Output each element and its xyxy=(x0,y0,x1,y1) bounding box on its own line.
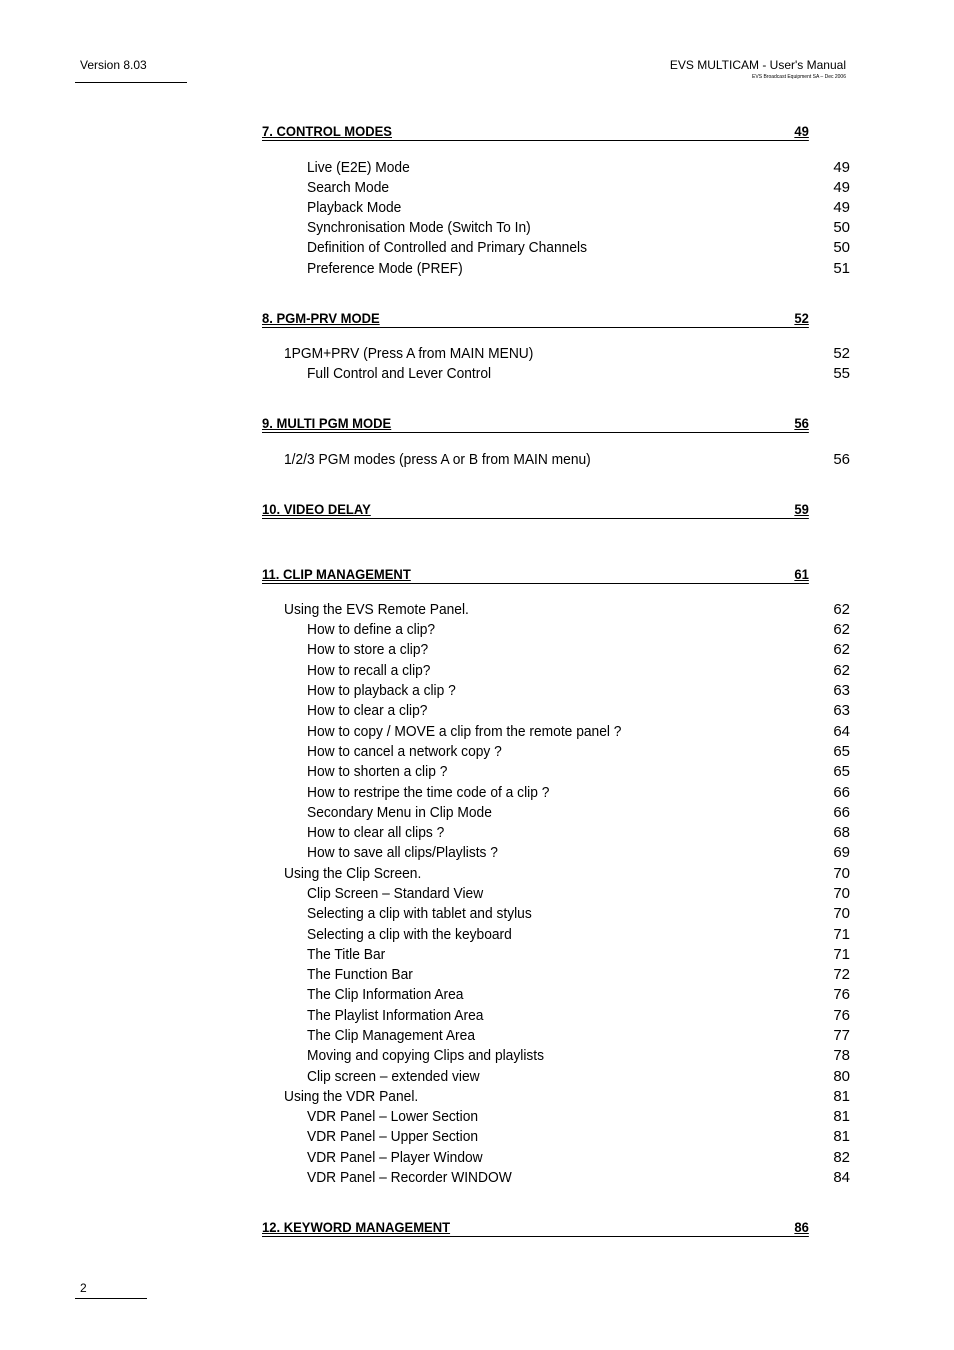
toc-entry[interactable] xyxy=(262,681,850,701)
toc-entry[interactable] xyxy=(262,600,850,620)
entry-title: Playback Mode xyxy=(307,199,402,216)
entry-page: 78 xyxy=(833,1047,850,1064)
section-page: 59 xyxy=(794,501,809,517)
entry-title: Preference Mode (PREF) xyxy=(307,260,463,277)
entry-title: Secondary Menu in Clip Mode xyxy=(307,804,492,821)
toc-entry[interactable] xyxy=(262,640,850,660)
entry-page: 76 xyxy=(833,1007,850,1024)
entry-title: Using the Clip Screen. xyxy=(284,865,422,882)
entry-title: How to cancel a network copy ? xyxy=(307,743,502,760)
toc-entry[interactable] xyxy=(262,985,850,1005)
entry-title: How to playback a clip ? xyxy=(307,682,456,699)
entry-page: 81 xyxy=(833,1128,850,1145)
entry-page: 71 xyxy=(833,946,850,963)
footer-rule xyxy=(75,1298,147,1299)
entry-page: 63 xyxy=(833,682,850,699)
entry-title: VDR Panel – Lower Section xyxy=(307,1108,479,1125)
toc-entry[interactable] xyxy=(262,1087,850,1107)
toc-entry[interactable] xyxy=(262,158,850,178)
entry-title: How to shorten a clip ? xyxy=(307,763,448,780)
toc-entry[interactable] xyxy=(262,722,850,742)
toc-entry[interactable] xyxy=(262,218,850,238)
entry-title: Synchronisation Mode (Switch To In) xyxy=(307,219,531,236)
toc-entry[interactable] xyxy=(262,259,850,279)
entry-page: 70 xyxy=(833,905,850,922)
toc-entry[interactable] xyxy=(262,1148,850,1168)
entry-title: VDR Panel – Upper Section xyxy=(307,1128,479,1145)
entry-title: Live (E2E) Mode xyxy=(307,159,410,176)
toc-entry[interactable] xyxy=(262,450,850,470)
toc-entry[interactable] xyxy=(262,1046,850,1066)
section-page: 86 xyxy=(794,1219,809,1235)
entry-title: How to restripe the time code of a clip ? xyxy=(307,784,550,801)
entry-page: 50 xyxy=(833,239,850,256)
entry-title: VDR Panel – Player Window xyxy=(307,1149,483,1166)
entry-page: 62 xyxy=(833,621,850,638)
entry-title: The Playlist Information Area xyxy=(307,1007,484,1024)
entry-title: Using the VDR Panel. xyxy=(284,1088,419,1105)
entry-title: Full Control and Lever Control xyxy=(307,365,492,382)
entry-page: 80 xyxy=(833,1068,850,1085)
entry-title: Moving and copying Clips and playlists xyxy=(307,1047,545,1064)
section-title: 8. PGM-PRV MODE xyxy=(262,310,380,326)
toc-entry[interactable] xyxy=(262,178,850,198)
toc-entry[interactable] xyxy=(262,661,850,681)
entry-title: Definition of Controlled and Primary Channels xyxy=(307,239,587,256)
section-title: 10. VIDEO DELAY xyxy=(262,501,371,517)
entry-page: 81 xyxy=(833,1088,850,1105)
entry-title: VDR Panel – Recorder WINDOW xyxy=(307,1169,512,1186)
entry-page: 66 xyxy=(833,784,850,801)
toc-entry[interactable] xyxy=(262,823,850,843)
header-version: Version 8.03 xyxy=(80,58,147,72)
toc-entry[interactable] xyxy=(262,344,850,364)
toc-entry[interactable] xyxy=(262,925,850,945)
entry-title: Clip Screen – Standard View xyxy=(307,885,484,902)
section-title: 12. KEYWORD MANAGEMENT xyxy=(262,1219,451,1235)
section-page: 49 xyxy=(794,123,809,139)
entry-title: How to clear a clip? xyxy=(307,702,428,719)
entry-page: 64 xyxy=(833,723,850,740)
entry-title: How to recall a clip? xyxy=(307,662,431,679)
toc-entry[interactable] xyxy=(262,965,850,985)
section-heading[interactable] xyxy=(262,500,809,519)
section-heading[interactable] xyxy=(262,565,809,584)
entry-page: 77 xyxy=(833,1027,850,1044)
entry-title: How to define a clip? xyxy=(307,621,436,638)
section-title: 11. CLIP MANAGEMENT xyxy=(262,566,411,582)
entry-page: 63 xyxy=(833,702,850,719)
entry-title: 1PGM+PRV (Press A from MAIN MENU) xyxy=(284,345,534,362)
entry-page: 62 xyxy=(833,662,850,679)
toc-entry[interactable] xyxy=(262,198,850,218)
entry-page: 82 xyxy=(833,1149,850,1166)
entry-page: 51 xyxy=(833,260,850,277)
toc-entry[interactable] xyxy=(262,904,850,924)
entry-page: 81 xyxy=(833,1108,850,1125)
entry-page: 65 xyxy=(833,743,850,760)
entry-page: 66 xyxy=(833,804,850,821)
entry-page: 49 xyxy=(833,179,850,196)
section-heading[interactable] xyxy=(262,122,809,141)
entry-page: 49 xyxy=(833,199,850,216)
toc-entry[interactable] xyxy=(262,701,850,721)
entry-title: The Clip Management Area xyxy=(307,1027,476,1044)
section-heading[interactable] xyxy=(262,414,809,433)
entry-title: The Clip Information Area xyxy=(307,986,464,1003)
entry-page: 52 xyxy=(833,345,850,362)
toc-entry[interactable] xyxy=(262,783,850,803)
entry-page: 50 xyxy=(833,219,850,236)
section-heading[interactable] xyxy=(262,309,809,328)
entry-title: How to copy / MOVE a clip from the remote panel ? xyxy=(307,723,622,740)
entry-page: 65 xyxy=(833,763,850,780)
entry-page: 62 xyxy=(833,601,850,618)
entry-page: 68 xyxy=(833,824,850,841)
entry-title: Using the EVS Remote Panel. xyxy=(284,601,469,618)
entry-page: 69 xyxy=(833,844,850,861)
entry-title: Selecting a clip with the keyboard xyxy=(307,926,512,943)
header-title: EVS MULTICAM - User's Manual xyxy=(669,58,846,72)
section-page: 61 xyxy=(794,566,809,582)
section-page: 56 xyxy=(794,415,809,431)
toc-entry[interactable] xyxy=(262,1006,850,1026)
toc-entry[interactable] xyxy=(262,864,850,884)
toc-entry[interactable] xyxy=(262,238,850,258)
entry-title: Clip screen – extended view xyxy=(307,1068,480,1085)
toc-entry[interactable] xyxy=(262,620,850,640)
section-title: 7. CONTROL MODES xyxy=(262,123,392,139)
toc-entry[interactable] xyxy=(262,364,850,384)
entry-title: The Function Bar xyxy=(307,966,413,983)
entry-page: 84 xyxy=(833,1169,850,1186)
entry-page: 62 xyxy=(833,641,850,658)
toc-entry[interactable] xyxy=(262,1127,850,1147)
toc-entry[interactable] xyxy=(262,803,850,823)
entry-page: 76 xyxy=(833,986,850,1003)
toc-entry[interactable] xyxy=(262,742,850,762)
toc-entry[interactable] xyxy=(262,1168,850,1188)
section-title: 9. MULTI PGM MODE xyxy=(262,415,392,431)
page-number: 2 xyxy=(80,1281,87,1295)
entry-title: 1/2/3 PGM modes (press A or B from MAIN menu) xyxy=(284,451,591,468)
section-heading[interactable] xyxy=(262,1218,809,1237)
toc-entry[interactable] xyxy=(262,945,850,965)
toc-entry[interactable] xyxy=(262,884,850,904)
entry-page: 70 xyxy=(833,885,850,902)
entry-page: 55 xyxy=(833,365,850,382)
toc-entry[interactable] xyxy=(262,1026,850,1046)
entry-title: How to save all clips/Playlists ? xyxy=(307,844,498,861)
entry-page: 56 xyxy=(833,451,850,468)
entry-page: 72 xyxy=(833,966,850,983)
entry-page: 70 xyxy=(833,865,850,882)
entry-title: The Title Bar xyxy=(307,946,386,963)
entry-title: Search Mode xyxy=(307,179,390,196)
entry-page: 49 xyxy=(833,159,850,176)
toc-entry[interactable] xyxy=(262,762,850,782)
toc-entry[interactable] xyxy=(262,843,850,863)
header-subtitle: EVS Broadcast Equipment SA – Dec 2006 xyxy=(752,74,846,80)
entry-page: 71 xyxy=(833,926,850,943)
header-left-rule xyxy=(75,82,187,83)
section-page: 52 xyxy=(794,310,809,326)
toc-entry[interactable] xyxy=(262,1107,850,1127)
entry-title: How to store a clip? xyxy=(307,641,429,658)
entry-title: Selecting a clip with tablet and stylus xyxy=(307,905,532,922)
toc-entry[interactable] xyxy=(262,1067,850,1087)
entry-title: How to clear all clips ? xyxy=(307,824,445,841)
